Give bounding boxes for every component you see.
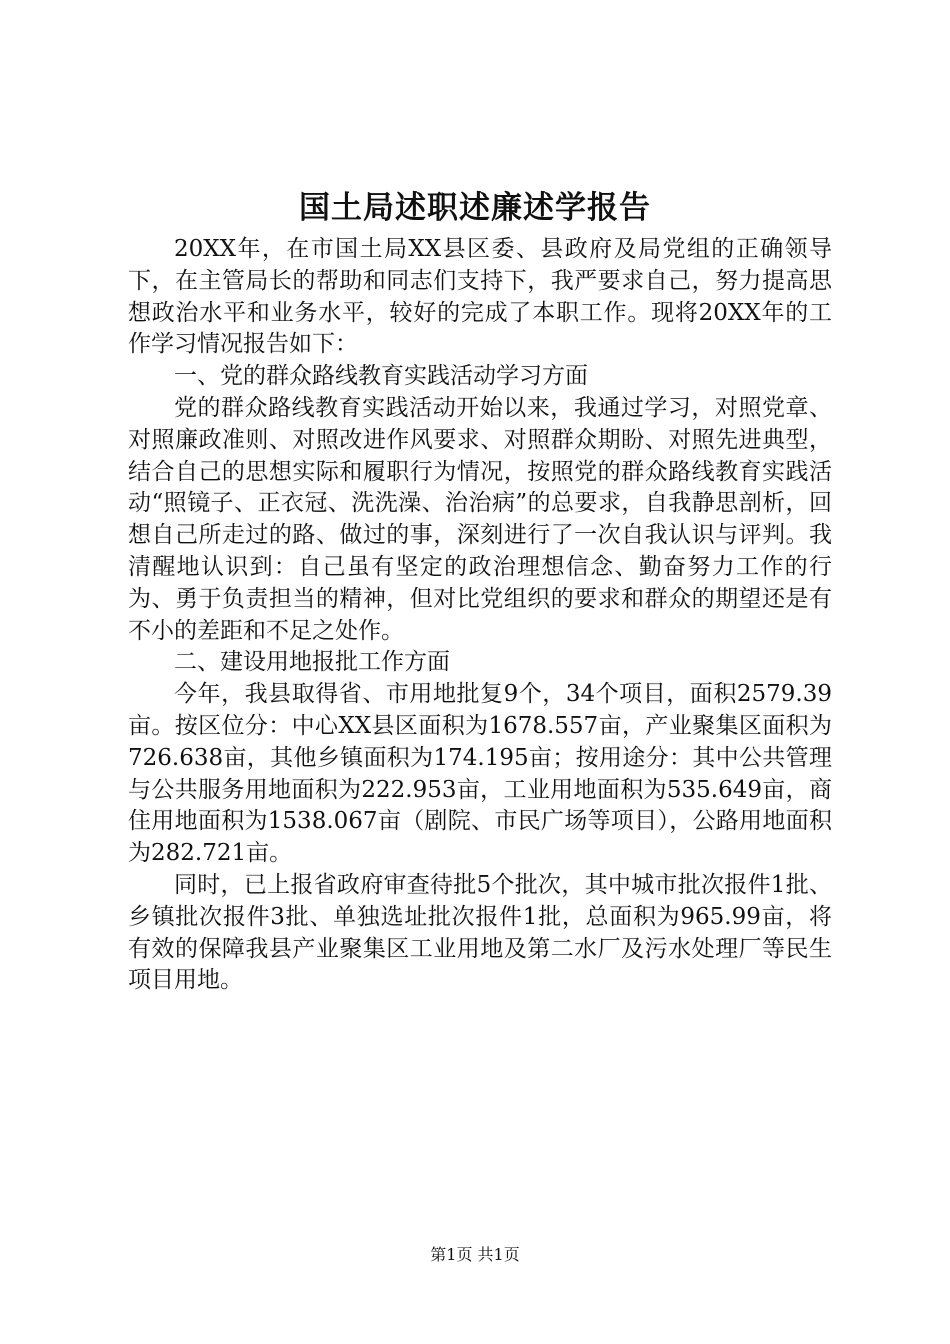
paragraph-section-1: 党的群众路线教育实践活动开始以来，我通过学习，对照党章、对照廉政准则、对照改进作风要求、对照群众期盼、对照先进典型，结合自己的思想实际和履职行为情况，按照党的群众路线教育实践活动“照镜子、正衣冠、洗洗澡、治治病”的总要求，自我静思剖析，回想自己所走过的路、做过的事，深刻进行了一次自我认识与评判。我清醒地认识到：自己虽有坚定的政治理想信念、勤奋努力工作的行为、勇于负责担当的精神，但对比党组织的要求和群众的期望还是有不小的差距和不足之处作。 — [128, 394, 832, 644]
section-heading-1: 一、党的群众路线教育实践活动学习方面 — [174, 363, 588, 390]
paragraph-section-2: 今年，我县取得省、市用地批复9个，34个项目，面积2579.39亩。按区位分：中心XX县区面积为1678.557亩，产业聚集区面积为726.638亩，其他乡镇面积为174.195亩；按用途分：其中公共管理与公共服务用地面积为222.953亩，工业用地面积为535.649亩，商住用地面积为1538.067亩（剧院、市民广场等项目），公路用地面积为282.721亩。 — [128, 681, 832, 867]
paragraph-section-2-cont: 同时，已上报省政府审查待批5个批次，其中城市批次报件1批、乡镇批次报件3批、单独选址批次报件1批，总面积为965.99亩，将有效的保障我县产业聚集区工业用地及第二水厂及污水处理厂等民生项目用地。 — [128, 871, 832, 994]
document-body — [128, 234, 832, 997]
document-title: 国土局述职述廉述学报告 — [299, 190, 651, 226]
page-footer: 第1页 共1页 — [430, 1245, 520, 1264]
section-heading-2: 二、建设用地报批工作方面 — [174, 649, 450, 676]
paragraph-intro: 20XX年，在市国土局XX县区委、县政府及局党组的正确领导下，在主管局长的帮助和同志们支持下，我严要求自己，努力提高思想政治水平和业务水平，较好的完成了本职工作。现将20XX年的工作学习情况报告如下： — [128, 236, 832, 358]
